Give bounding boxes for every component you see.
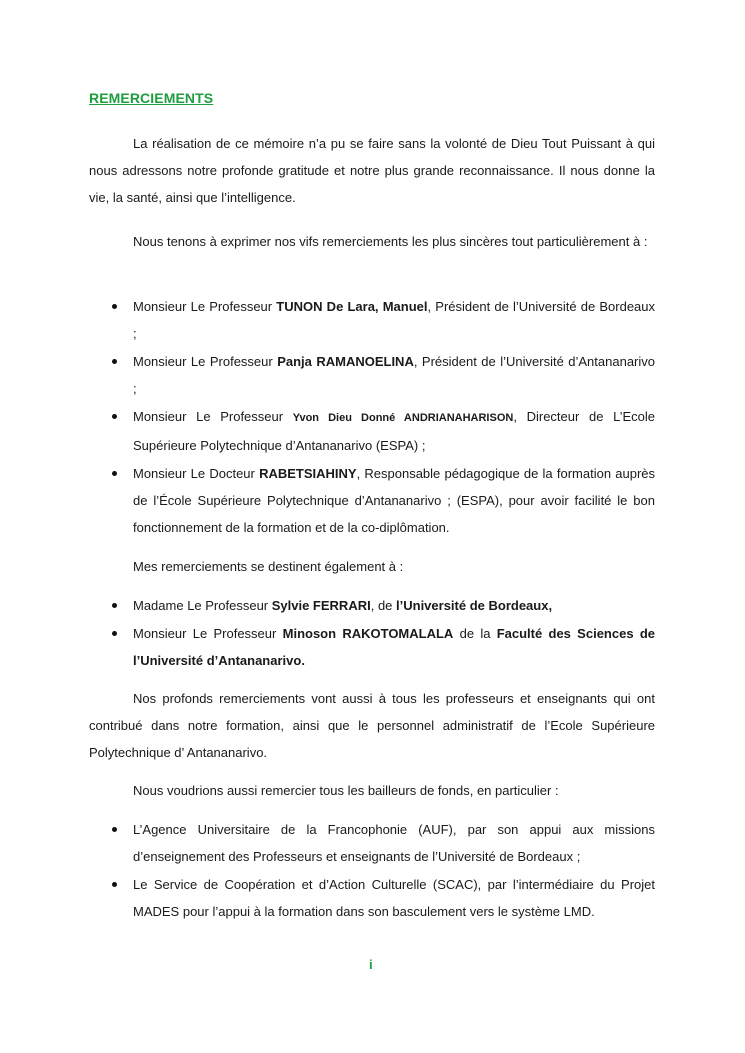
person-name: RABETSIAHINY <box>259 466 357 481</box>
paragraph-professors: Nos profonds remerciements vont aussi à tous les professeurs et enseignants qui ont contribué dans notre formation, ainsi que le personnel administratif de l’Ecole Supérieure Polytechnique d’ Antananarivo. <box>89 691 655 760</box>
institution-name: Faculté des Sciences de l’Université d’Antananarivo. <box>133 626 655 668</box>
bullet-icon <box>112 631 117 636</box>
list-item <box>89 592 655 619</box>
thanks-list-secondary <box>89 592 655 674</box>
person-name: Panja RAMANOELINA <box>277 354 414 369</box>
person-name: Minoson RAKOTOMALALA <box>282 626 454 641</box>
page-number: i <box>369 957 373 972</box>
paragraph-gratitude: La réalisation de ce mémoire n’a pu se faire sans la volonté de Dieu Tout Puissant à qui nous adressons notre profonde gratitude et notre plus grande reconnaissance. Il nous donne la vie, la santé, ainsi que l’intelligence. <box>89 136 655 205</box>
list-item-prefix: Monsieur Le Professeur <box>133 299 277 314</box>
list-item-text: Le Service de Coopération et d’Action Culturelle (SCAC), par l’intermédiaire du Projet MADES pour l’appui à la formation dans son basculement vers le système LMD. <box>133 877 655 919</box>
list-item <box>89 871 655 925</box>
institution-name: l’Université de Bordeaux, <box>396 598 553 613</box>
list-item-prefix: Madame Le Professeur <box>133 598 272 613</box>
bullet-icon <box>112 827 117 832</box>
bullet-icon <box>112 471 117 476</box>
person-name: Yvon Dieu Donné ANDRIANAHARISON <box>292 412 514 424</box>
list-item-suffix: , Responsable pédagogique de la formation auprès de l’École Supérieure Polytechnique d’Antananarivo ; (ESPA), pour avoir facilité le bon fonctionnement de la formation et de la co-diplômation. <box>133 466 656 535</box>
bullet-icon <box>112 414 117 419</box>
person-name: TUNON De Lara, Manuel <box>276 299 428 314</box>
list-item <box>89 348 655 402</box>
list-item <box>89 403 655 459</box>
bullet-icon <box>112 359 117 364</box>
bullet-icon <box>112 603 117 608</box>
paragraph-funders-intro: Nous voudrions aussi remercier tous les bailleurs de fonds, en particulier : <box>133 783 559 798</box>
list-item-prefix: Monsieur Le Docteur <box>133 466 260 481</box>
list-item-suffix: , Président de l’Université d’Antananarivo ; <box>133 354 655 396</box>
bullet-icon <box>112 304 117 309</box>
list-item-prefix: Monsieur Le Professeur <box>133 354 278 369</box>
paragraph-also-thanks: Mes remerciements se destinent également à : <box>133 559 404 574</box>
person-name: Sylvie FERRARI <box>271 598 371 613</box>
list-item-suffix: , Président de l’Université de Bordeaux ; <box>133 299 656 341</box>
list-item-connector: , de <box>370 598 397 613</box>
funders-list <box>89 816 655 925</box>
list-item <box>89 620 655 674</box>
list-item <box>89 460 655 541</box>
list-item-connector: de la <box>453 626 497 641</box>
list-item-prefix: Monsieur Le Professeur <box>133 626 283 641</box>
bullet-icon <box>112 882 117 887</box>
list-item-suffix: , Directeur de L’Ecole Supérieure Polytechnique d’Antananarivo (ESPA) ; <box>133 409 655 453</box>
list-item-text: L’Agence Universitaire de la Francophonie (AUF), par son appui aux missions d’enseignement des Professeurs et enseignants de l’Université de Bordeaux ; <box>133 822 655 864</box>
list-item <box>89 293 655 347</box>
thanks-list-primary <box>89 293 655 541</box>
paragraph-thanks-intro: Nous tenons à exprimer nos vifs remerciements les plus sincères tout particulièrement à : <box>133 234 648 249</box>
list-item <box>89 816 655 870</box>
list-item-prefix: Monsieur Le Professeur <box>133 409 293 424</box>
page-title: REMERCIEMENTS <box>89 90 214 106</box>
